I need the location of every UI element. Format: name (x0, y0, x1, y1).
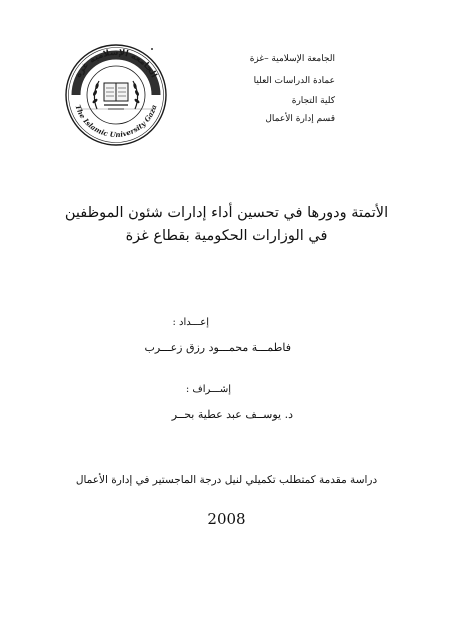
svg-text:The Islamic University Gaza (73, 103, 158, 139)
seal-arabic-text: الجامعة الإسلامية غزة (73, 47, 159, 80)
author-name: فاطمـــة محمـــود رزق زعـــرب (144, 341, 291, 354)
deanship-name: عمادة الدراسات العليا (253, 76, 335, 86)
seal-english-text: The Islamic University Gaza (73, 103, 159, 140)
department-name: قسم إدارة الأعمال (265, 114, 335, 124)
thesis-purpose-statement: دراسة مقدمة كمتطلب تكميلي لنيل درجة الماجستير في إدارة الأعمال (75, 474, 378, 486)
prepared-by-label: إعـــداد : (172, 317, 209, 328)
university-seal-icon (64, 43, 168, 147)
supervised-by-label: إشـــراف : (185, 384, 231, 395)
supervisor-name: د. يوســف عبد عطية بحــر (171, 408, 293, 421)
thesis-title-line-1: الأتمتة ودورها في تحسين أداء إدارات شئون الموظفين (64, 205, 389, 221)
university-name: الجامعة الإسلامية –غزة (249, 54, 335, 64)
faculty-name: كلية التجارة (291, 96, 335, 106)
publication-year: 2008 (207, 510, 246, 528)
thesis-title-line-2: في الوزارات الحكومية بقطاع غزة (125, 228, 328, 244)
